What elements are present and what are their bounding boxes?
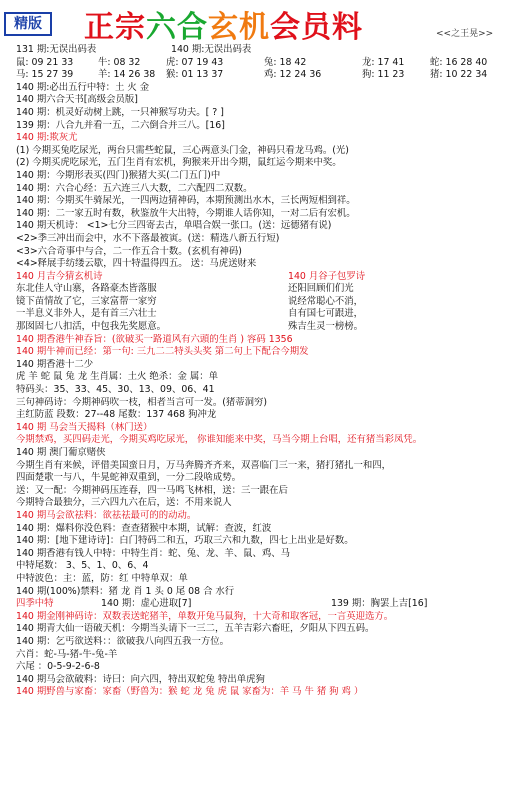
section-c-line: 140 期马会欲破料：诗曰：向六四，特出双蛇兔 特出单虎狗 [16, 673, 265, 685]
poem-right: 自有国七可跟进， [288, 308, 364, 320]
title-part-3: 玄机 [208, 10, 270, 45]
section-a-line: 140 期六合天书[高级会员版] [16, 94, 138, 106]
poem-heading [16, 271, 526, 284]
section-c-line: 140 期：乞丐欲送料：：欲破我八向四五我一方位。 [16, 635, 230, 647]
three-column-line [16, 598, 526, 611]
section-c-line: 六肖：蛇-马-猪-牛-兔-羊 [16, 648, 118, 660]
section-a-line: <3>六合奇事中与合，二一作五合十数。(玄机有神码) [16, 245, 242, 257]
section-a-line: 140 期:欺灰尤 [16, 132, 78, 144]
edition-badge: 精版 [4, 12, 52, 36]
section-c-line: 140 期野兽与家畜：家畜（野兽为：猴 蛇 龙 兔 虎 鼠 家畜为：羊 马 牛 猪 狗 鸡 ） [16, 686, 364, 698]
poem-row [16, 283, 526, 296]
section-a-line: 139 期：八合九并看一五，二六倒合并三八。[16] [16, 119, 225, 131]
poem-row [16, 296, 526, 309]
section-b-line: 140 期：爆料你没色料：查查猪猴中本期，试解：查波，红波 [16, 522, 272, 534]
section-b-line: 送：又一配：今期神码压连春，四一马鸣飞林相，送：三一跟在后 [16, 484, 288, 496]
zodiac-code-cell: 鸡: 12 24 36 [264, 69, 322, 81]
header [0, 0, 531, 44]
section-a-line: 140 期：二一家五时有数，秋鉴放牛大出特，今期谁人话你知，一对二后有宏机。 [16, 207, 356, 219]
poem-left: 东北佳人守山寨，各路豪杰皆落服 [16, 283, 157, 295]
section-a-line: 140 期：六合心经：五六连三八大数，二六配四二双数。 [16, 182, 253, 194]
page-title [84, 2, 363, 46]
section-a-line: 140 期天机诗： <1>七分三四寄去古，单唱合娱一张口。(送：远德猪有说) [16, 220, 332, 232]
poem-left: 一半息义非外人，是有首三六壮士 [16, 308, 157, 320]
zodiac-code-cell: 虎: 07 19 43 [166, 56, 224, 68]
zodiac-code-cell: 牛: 08 32 [98, 56, 141, 68]
section-b-line: 四面楚歌一与八，牛晃蛇神双重到，一分二段啥成势。 [16, 472, 242, 484]
section-c [16, 611, 526, 699]
four-seasons-label: 四季中特 [16, 598, 54, 610]
section-a-line: (1) 今期买兔吃尿光，两台只需些蛇鼠，三心两意头门金，神码只看龙马鸡。(光) [16, 144, 349, 156]
section-b-line: 三句神码诗：今期神码吹一枝，相者当言可一发。(猪蒂洞穷) [16, 396, 268, 408]
section-b-line: 主红防蓝 段数：27--48 尾数：137 468 狗冲龙 [16, 409, 217, 421]
poem-heading-left: 140 月吉今猜玄机诗 [16, 270, 103, 282]
section-c-line: 140 期青大仙一语破天机：今期当头请下一三二，五羊吉彩六畜旺，夕阳从下四五码。 [16, 623, 375, 635]
section-b-line: 特码头：35、33、45、30、13、09、06、41 [16, 384, 215, 396]
zodiac-code-cell: 猴: 01 13 37 [166, 69, 224, 81]
zodiac-code-cell: 鼠: 09 21 33 [16, 56, 74, 68]
section-a-line: 140 期:必出五行中特：土 火 金 [16, 81, 150, 93]
poem-row [16, 308, 526, 321]
section-b [16, 334, 526, 598]
author-signature: <<之王晃>> [436, 29, 494, 39]
heading-131: 131 期:无误出码表 [16, 44, 97, 55]
section-b-line: 140 期牛神而已经：第一句: 三九二二特头头奖 第二句上下配合今期发 [16, 346, 309, 358]
section-b-line: 今期特合最独分，三六四九六在后，送：不用来说人 [16, 497, 232, 509]
zodiac-code-cell: 猪: 10 22 34 [430, 69, 488, 81]
zodiac-code-cell: 兔: 18 42 [264, 56, 307, 68]
section-b-line: 140 期 澳门葡京赌侠 [16, 447, 106, 458]
zodiac-code-cell: 龙: 17 41 [362, 56, 405, 68]
section-c-line: 六尾 ：0-5-9-2-6-8 [16, 661, 100, 673]
section-b-line: 140 期香港十二少 [16, 358, 94, 370]
zodiac-code-table [16, 57, 526, 82]
section-b-line: 140 期 马会当天揭料（林门送） [16, 421, 153, 433]
poem-row [16, 321, 526, 334]
zodiac-code-cell: 羊: 14 26 38 [98, 69, 156, 81]
section-c-line: 140 期金刚神码诗：双数表送蛇猪羊，单数开兔马鼠狗，十大奇和取客冠，一言英迎选方。 [16, 610, 394, 622]
section-b-line: 今期生肖有来候，评借美国蛮日月，万马奔腾齐齐来，双喜临门三一来，猪打猪扎一和四， [16, 459, 392, 471]
section-a-line: 140 期：今期买牛骑尿光，一四两边猜神码，本期预测出水木，三长两短相到祥。 [16, 195, 356, 207]
zodiac-code-cell: 蛇: 16 28 40 [430, 56, 488, 68]
line-three-right: 139 期：胸罢上吉[16] [331, 598, 428, 610]
poem-heading-right: 140 月谷子包罗诗 [288, 270, 366, 282]
section-b-line: 140 期：[地下建诗诗]：白门特码二和五，巧取三六和九数，四七上出业是好数。 [16, 535, 354, 547]
section-b-line: 虎 羊 蛇 鼠 兔 龙 生肖属：土火 绝杀：金 属：单 [16, 371, 218, 383]
poem-left: 镜下苗情故了它，三家富帮一家穷 [16, 295, 157, 307]
poem-right: 说经常聪心不消， [288, 295, 364, 307]
zodiac-code-cell: 狗: 11 23 [362, 69, 405, 81]
code-table-heading [16, 44, 526, 57]
title-part-1: 正宗 [84, 10, 146, 45]
title-part-4: 会员料 [270, 10, 363, 45]
zodiac-code-row [16, 57, 526, 70]
section-b-line: 中特尾数： 3、5、1、0、6、4 [16, 560, 149, 572]
zodiac-code-cell: 马: 15 27 39 [16, 69, 74, 81]
poem-left: 那囡固七八扣活，中包我先奖愿意。 [16, 321, 167, 333]
content [16, 44, 526, 699]
section-a-line: <2>季三冲出而会中，水不下落最被寅。(送：精选八新五行短) [16, 232, 280, 244]
heading-140: 140 期:无误出码表 [171, 44, 252, 55]
section-b-line: 今期禁鸡，买四码走光，今期买鸡吃尿光， 你谁知能来中奖，马当今期上台唱，还有猪当彩凤凭。 [16, 434, 423, 446]
poem-table [16, 283, 526, 333]
poem-right: 还阳回顾们们光 [288, 283, 354, 295]
line-three-middle: 140 期：虚心进取[7] [101, 598, 192, 610]
zodiac-code-row [16, 69, 526, 82]
section-a-line: 140 期：机灵好动树上跳，一只神猴写功夫。[ ? ] [16, 106, 224, 118]
poem-right: 殊吉生灵一榜榜。 [288, 321, 364, 333]
section-b-line: 140 期马会欲祛料：欲祛祛最可的的动动。 [16, 509, 197, 521]
section-a-line: <4>释展手纺缕云歇，四十特温得四五。 送：马虎送财来 [16, 258, 257, 270]
section-b-line: 中特波色：主：蓝，防：红 中特单双：单 [16, 572, 188, 584]
section-a [16, 82, 526, 271]
section-b-line: 140 期(100%)禁料：猪 龙 肖 1 头 0 尾 08 合 水行 [16, 585, 235, 597]
title-part-2: 六合 [146, 10, 208, 45]
section-a-line: 140 期：今期形表买(四门)猴猪大买(二门五门)中 [16, 169, 221, 181]
section-b-line: 140 期香港牛神吞旨：(欲破买一路道风有六頭的生肖 ) 容码 1356 [16, 333, 293, 345]
section-a-line: (2) 今期买虎吃尿光，五门生肖有宏机，狗猴来开出今期，鼠红运今期来中奖。 [16, 157, 342, 169]
section-b-line: 140 期香港有钱人中特：中特生肖：蛇、兔、龙、羊、鼠、鸡、马 [16, 547, 291, 559]
